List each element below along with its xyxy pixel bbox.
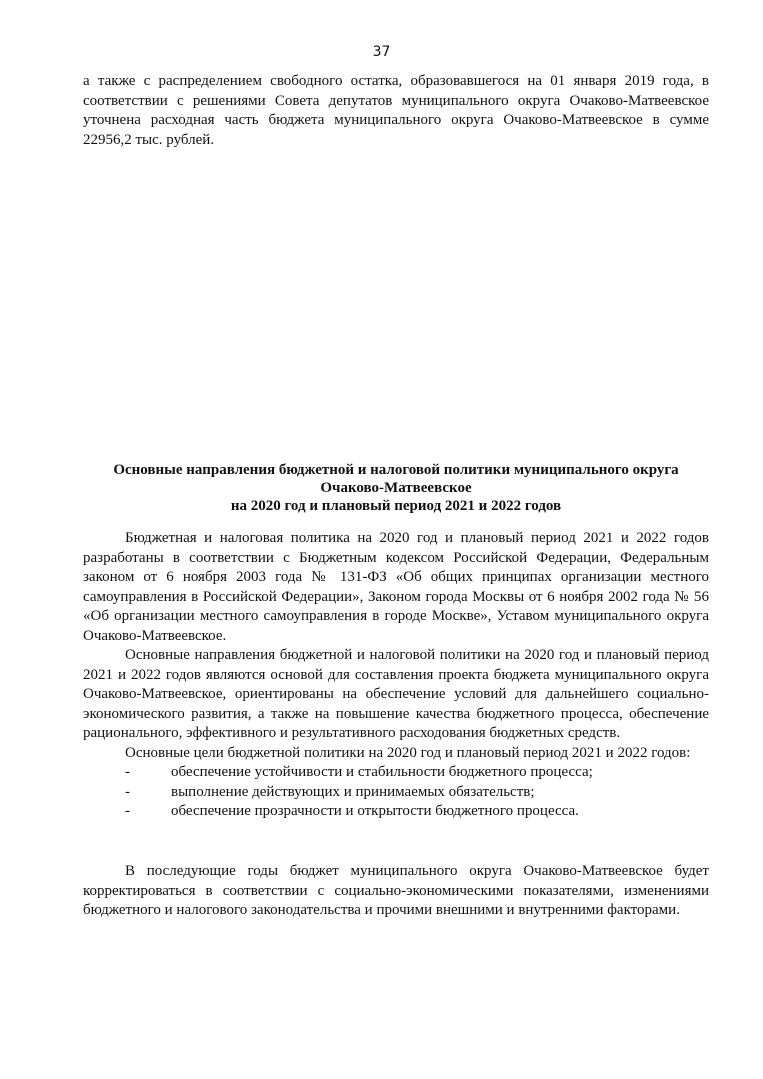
section-heading: [83, 461, 709, 515]
goal-text: обеспечение прозрачности и открытости бюджетного процесса.: [171, 803, 579, 819]
intro-paragraph-block: [83, 72, 709, 150]
section-body: [83, 529, 709, 822]
goals-list-item: [83, 763, 709, 783]
page-number: 37: [372, 44, 391, 60]
conclusion-block: [83, 862, 709, 921]
goals-list-item: [83, 783, 709, 803]
section-heading-line-1: Основные направления бюджетной и налоговой политики муниципального округа: [113, 462, 679, 478]
body-paragraph-2: Основные направления бюджетной и налоговой политики на 2020 год и плановый период 2021 и 2022 годов являются основой для составления проекта бюджета муниципального округа Очаково-Матвеевское, ориентированы на обеспечение условий для дальнейшего социально-экономического развития, а также на повышение качества бюджетного процесса, обеспечение рационального, эффективного и результативного расходования бюджетных средств.: [83, 647, 709, 741]
goal-text: обеспечение устойчивости и стабильности бюджетного процесса;: [171, 764, 593, 780]
conclusion-paragraph: В последующие годы бюджет муниципального округа Очаково-Матвеевское будет корректироваться в соответствии с социально-экономическими показателями, изменениями бюджетного и налогового законодательства и прочими внешними и внутренними факторами.: [83, 863, 709, 918]
body-paragraph-1: Бюджетная и налоговая политика на 2020 год и плановый период 2021 и 2022 годов разработаны в соответствии с Бюджетным кодексом Российской Федерации, Федеральным законом от 6 ноября 2003 года № 131-ФЗ «Об общих принципах организации местного самоуправления в Российской Федерации», Законом города Москвы от 6 ноября 2002 года № 56 «Об организации местного самоуправления в городе Москве», Уставом муниципального округа Очаково-Матвеевское.: [83, 530, 709, 644]
goal-text: выполнение действующих и принимаемых обязательств;: [171, 783, 535, 800]
section-heading-line-3: на 2020 год и плановый период 2021 и 2022 годов: [230, 498, 562, 514]
intro-paragraph: а также с распределением свободного остатка, образовавшегося на 01 января 2019 года, в соответствии с решениями Совета депутатов муниципального округа Очаково-Матвеевское уточнена расходная часть бюджета муниципального округа Очаково-Матвеевское в сумме 22956,2 тыс. рублей.: [83, 73, 709, 148]
goals-list: [83, 763, 709, 822]
section-heading-line-2: Очаково-Матвеевское: [320, 480, 472, 496]
list-dash: -: [125, 764, 130, 780]
list-dash: -: [125, 803, 130, 819]
goals-list-item: [83, 802, 709, 822]
list-dash: -: [125, 783, 130, 800]
goals-intro: Основные цели бюджетной политики на 2020 год и плановый период 2021 и 2022 годов:: [125, 744, 691, 761]
